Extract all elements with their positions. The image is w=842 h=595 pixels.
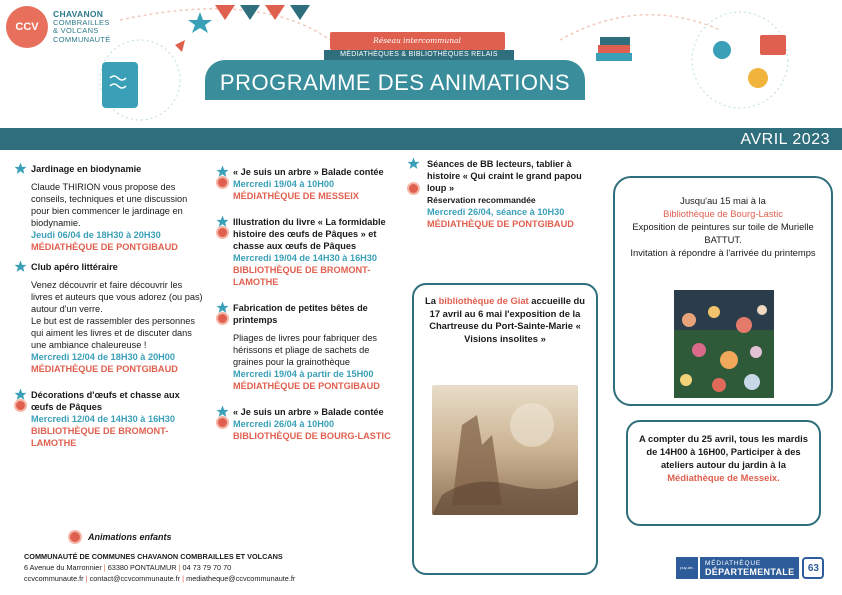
messeix-ateliers-box [626, 420, 821, 526]
footer-site[interactable]: ccvcommunaute.fr [24, 574, 84, 583]
footer-email-contact[interactable]: contact@ccvcommunaute.fr [89, 574, 181, 583]
event-date: Mercredi 19/04 à partir de 15H00 [233, 369, 374, 379]
event-date: Mercredi 19/04 de 14H30 à 16H30 [233, 253, 378, 263]
department-seal: puy-de-dôme [676, 557, 698, 579]
column-1 [14, 163, 204, 457]
dept-small-label: MÉDIATHÈQUE [705, 559, 761, 567]
event-desc: Claude THIRION vous propose des conseils, techniques et une discussion pour bien commencer le jardinage en biodynamie. [31, 182, 188, 228]
ccv-logo[interactable] [6, 6, 111, 48]
child-icon [14, 399, 27, 412]
event-title: Illustration du livre « La formidable histoire des œufs de Pâques » et chasse aux œufs de Pâques [233, 217, 386, 251]
page-title: PROGRAMME DES ANIMATIONS [219, 70, 571, 95]
event-jardinage [14, 163, 204, 253]
event-title: Jardinage en biodynamie [31, 164, 142, 174]
event-balade-bourg-lastic [216, 406, 401, 442]
event-illustration-livre [216, 216, 401, 288]
legend-label: Animations enfants [88, 532, 172, 542]
mediatheque-departementale-logo[interactable] [676, 556, 824, 592]
separator: | [182, 574, 185, 583]
footer-phone[interactable]: 04 73 79 70 70 [182, 563, 232, 572]
event-date: Jeudi 06/04 de 18H30 à 20H30 [31, 230, 161, 240]
event-bb-lecteurs [407, 158, 597, 230]
event-place: MÉDIATHÈQUE DE PONTGIBAUD [31, 364, 178, 374]
event-title: Décorations d'œufs et chasse aux œufs de Pâques [31, 390, 180, 412]
giat-text: accueille du 17 avril au 6 mai l'exposition de la Chartreuse du Port-Sainte-Marie « Visions insolites » [429, 295, 585, 344]
logo-line: CHAVANON [53, 9, 104, 19]
expo-line-1: Jusqu'au 15 mai à la [680, 195, 766, 206]
giat-exhibition-box [412, 283, 598, 575]
event-decorations-oeufs [14, 389, 204, 449]
dept-number: 63 [802, 557, 824, 579]
event-desc: Pliages de livres pour fabriquer des hérissons et pliage de sachets de graines pour la grainothèque [233, 333, 378, 367]
legend [68, 530, 172, 544]
event-title: Club apéro littéraire [31, 262, 118, 272]
giat-pre: La [425, 295, 436, 306]
event-title: « Je suis un arbre » Balade contée [233, 167, 384, 177]
event-balade-messeix [216, 166, 401, 202]
column-3 [407, 158, 597, 238]
event-date: Mercredi 12/04 de 14H30 à 16H30 [31, 414, 176, 424]
child-icon [407, 182, 420, 195]
child-icon [216, 416, 229, 429]
event-place: MÉDIATHÈQUE DE PONTGIBAUD [427, 219, 574, 229]
separator: | [178, 563, 183, 572]
star-icon [14, 162, 27, 175]
event-place: BIBLIOTHÈQUE DE BROMONT-LAMOTHE [31, 426, 169, 448]
child-icon [216, 226, 229, 239]
logo-line: COMBRAILLES [53, 17, 110, 27]
logo-line: COMMUNAUTÉ [53, 34, 111, 44]
footer-org: COMMUNAUTÉ DE COMMUNES CHAVANON COMBRAILLES ET VOLCANS [24, 552, 283, 561]
footer-email-mediatheque[interactable]: mediatheque@ccvcommunaute.fr [186, 574, 296, 583]
ateliers-library-name: Médiathèque de Messeix. [667, 472, 780, 483]
bourg-lastic-exhibition-box [613, 176, 833, 406]
column-2 [216, 166, 401, 450]
event-date: Mercredi 12/04 de 18H30 à 20H00 [31, 352, 176, 362]
footer-contact-line [24, 573, 295, 584]
star-icon [14, 260, 27, 273]
star-icon [407, 157, 420, 170]
event-title: Séances de BB lecteurs, tablier à histoire « Qui craint le grand papou loup » [427, 159, 582, 193]
logo-wordmark [53, 10, 111, 44]
event-club-apero [14, 261, 204, 375]
event-place: BIBLIOTHÈQUE DE BOURG-LASTIC [233, 431, 391, 441]
painting-visions-insolites [432, 385, 578, 515]
date-bar [0, 128, 842, 150]
header-banner [0, 0, 842, 128]
event-place: BIBLIOTHÈQUE DE BROMONT-LAMOTHE [233, 265, 371, 287]
footer [24, 551, 295, 584]
event-place: MÉDIATHÈQUE DE PONTGIBAUD [233, 381, 380, 391]
footer-address: 6 Avenue du Marronnier [24, 563, 102, 572]
giat-library-name: bibliothèque de Giat [438, 295, 529, 306]
network-sub-label: MÉDIATHÈQUES & BIBLIOTHÈQUES RELAIS [340, 51, 498, 58]
separator: | [103, 563, 108, 572]
event-date: Mercredi 26/04 à 10H00 [233, 419, 335, 429]
network-label: Réseau intercommunal [373, 36, 461, 45]
ateliers-text: A compter du 25 avril, tous les mardis de 14H00 à 16H00, Participer à des ateliers autour du jardin à la [639, 433, 808, 470]
logo-line: & VOLCANS [53, 26, 99, 35]
painting-flowers [674, 290, 774, 398]
footer-city: 63380 PONTAUMUR [107, 563, 177, 572]
reservation-note: Réservation recommandée [427, 195, 536, 205]
event-title: « Je suis un arbre » Balade contée [233, 407, 384, 417]
child-icon [216, 312, 229, 325]
child-icon [68, 530, 82, 544]
expo-line-3: Invitation à répondre à l'arrivée du printemps [630, 247, 816, 258]
event-place: MÉDIATHÈQUE DE PONTGIBAUD [31, 242, 178, 252]
month-label: AVRIL 2023 [740, 131, 830, 148]
event-petites-betes [216, 302, 401, 392]
event-title: Fabrication de petites bêtes de printemps [233, 303, 368, 325]
event-place: MÉDIATHÈQUE DE MESSEIX [233, 191, 359, 201]
logo-mark: CCV [6, 6, 48, 48]
event-date: Mercredi 26/04, séance à 10H30 [427, 207, 565, 217]
dept-band [700, 557, 799, 579]
event-desc: Venez découvrir et faire découvrir les livres et auteurs que vous adorez (ou pas) autour d'un verre. [31, 280, 203, 314]
footer-address-line [24, 562, 295, 573]
child-icon [216, 176, 229, 189]
expo-line-2: Exposition de peintures sur toile de Murielle BATTUT. [632, 221, 814, 245]
event-date: Mercredi 19/04 à 10H00 [233, 179, 335, 189]
separator: | [85, 574, 90, 583]
event-desc-2: Le but est de rassembler des personnes qui aiment les livres et de discuter dans une ambiance chaleureuse ! [31, 316, 195, 350]
expo-library-name: Bibliothèque de Bourg-Lastic [663, 208, 783, 219]
dept-big-label: DÉPARTEMENTALE [705, 566, 795, 577]
